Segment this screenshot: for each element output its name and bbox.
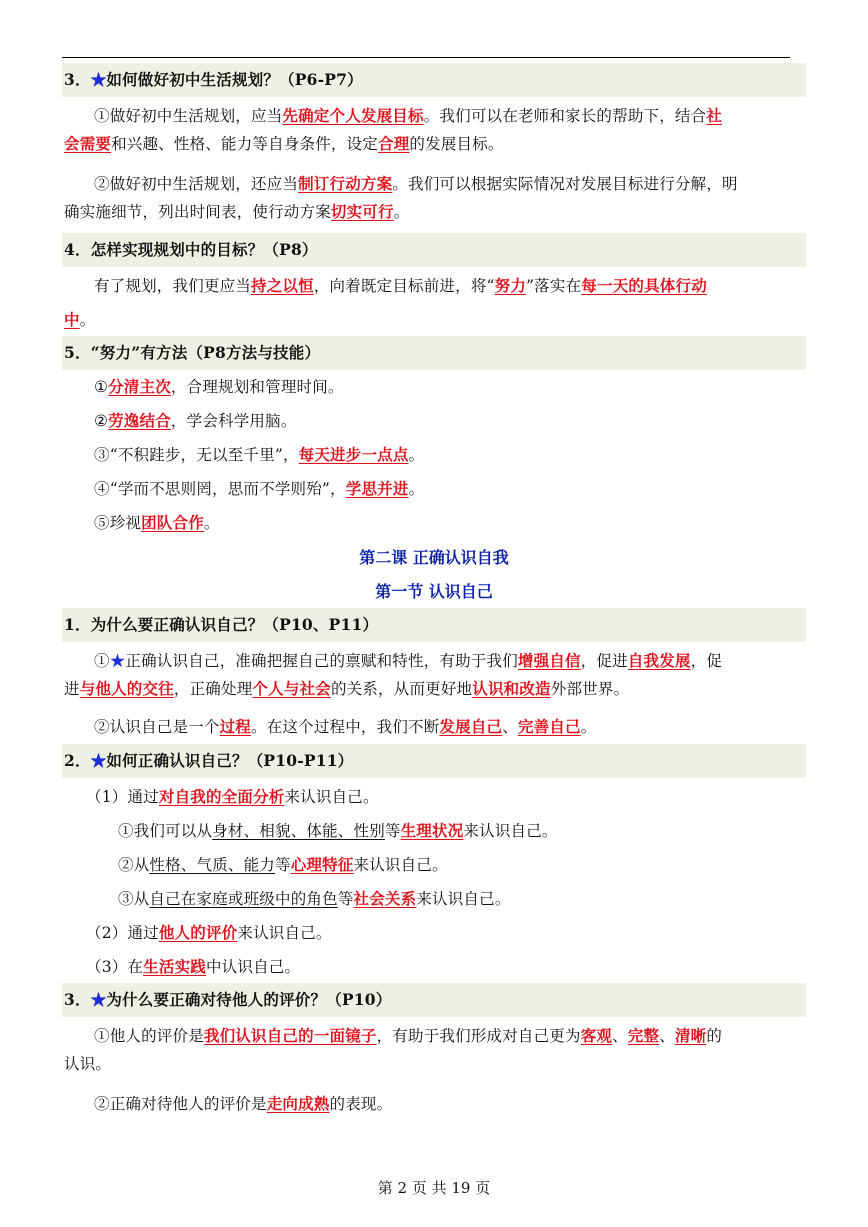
keyword: 会需要 [64,134,112,153]
keyword: 每天进步一点点 [298,445,409,464]
underlined-text: 身材、相貌、体能、性别 [212,822,385,840]
list-item: （1）通过对自我的全面分析来认识自己。 [86,787,379,806]
list-item: ⑤珍视团队合作。 [94,513,220,532]
list-item: （3）在生活实践中认识自己。 [86,957,301,976]
keyword: 制订行动方案 [298,174,393,193]
keyword: 分清主次 [108,377,171,396]
keyword: 发展自己 [439,717,503,736]
keyword: 客观 [580,1026,613,1045]
keyword: 生理状况 [400,821,464,840]
keyword: 清晰 [674,1026,707,1045]
keyword: 认识和改造 [472,679,551,698]
paragraph-line: 认识。 [64,1055,112,1073]
keyword: 走向成熟 [266,1094,330,1113]
list-item: ①分清主次，合理规划和管理时间。 [94,377,344,396]
paragraph-line: 确实施细节，列出时间表，使行动方案切实可行。 [64,202,410,221]
paragraph-line: 进与他人的交往，正确处理个人与社会的关系，从而更好地认识和改造外部世界。 [64,679,630,698]
keyword: 合理 [378,134,410,153]
keyword: 完善自己 [517,717,581,736]
paragraph-line: ①★正确认识自己，准确把握自己的禀赋和特性，有助于我们增强自信，促进自我发展，促 [94,651,723,670]
question-heading: 1．为什么要正确认识自己？（P10、P11） [64,615,379,634]
paragraph-line: 中。 [64,310,96,329]
keyword: 中 [64,310,80,329]
keyword: 持之以恒 [251,276,314,295]
keyword: 自我发展 [627,651,691,670]
keyword: 学思并进 [345,479,409,498]
star-icon: ★ [90,751,107,770]
list-item: ④“学而不思则罔，思而不学则殆”，学思并进。 [94,479,425,498]
list-item: ①我们可以从身材、相貌、体能、性别等生理状况来认识自己。 [118,821,558,840]
question-heading: 3．★如何做好初中生活规划？（P6-P7） [64,70,363,89]
paragraph-line: ②做好初中生活规划，还应当制订行动方案。我们可以根据实际情况对发展目标进行分解，明 [94,174,738,193]
keyword: 团队合作 [141,513,204,532]
keyword: 过程 [219,717,252,736]
star-icon: ★ [109,652,126,670]
list-item: ②劳逸结合，学会科学用脑。 [94,411,297,430]
list-item: （2）通过他人的评价来认识自己。 [86,923,332,942]
question-heading: 3．★为什么要正确对待他人的评价？（P10） [64,990,392,1009]
header-rule [62,57,790,58]
keyword: 努力 [494,276,527,295]
section-title: 第一节 认识自己 [375,582,493,601]
underlined-text: 性格、气质、能力 [149,856,276,874]
lesson-title: 第二课 正确认识自我 [359,548,509,567]
keyword: 个人与社会 [252,679,331,698]
keyword: 我们认识自己的一面镜子 [203,1026,377,1045]
list-item: ②从性格、气质、能力等心理特征来认识自己。 [118,855,448,874]
keyword: 增强自信 [517,651,581,670]
star-icon: ★ [90,70,107,89]
keyword: 完整 [627,1026,660,1045]
underlined-text: 自己在家庭或班级中的角色 [149,890,338,908]
paragraph-line: ②认识自己是一个过程。在这个过程中，我们不断发展自己、完善自己。 [94,717,597,736]
keyword: 心理特征 [290,855,354,874]
paragraph-line: ①他人的评价是我们认识自己的一面镜子，有助于我们形成对自己更为客观、完整、清晰的 [94,1026,723,1045]
question-heading: 4．怎样实现规划中的目标？（P8） [64,240,318,259]
keyword: 先确定个人发展目标 [282,106,424,125]
keyword: 劳逸结合 [108,411,171,430]
keyword: 与他人的交往 [79,679,174,698]
keyword: 社 [706,106,723,125]
list-item: ③从自己在家庭或班级中的角色等社会关系来认识自己。 [118,889,511,908]
paragraph-line: 会需要和兴趣、性格、能力等自身条件，设定合理的发展目标。 [64,134,504,153]
star-icon: ★ [90,990,107,1009]
keyword: 对自我的全面分析 [158,787,285,806]
paragraph-line: 有了规划，我们更应当持之以恒，向着既定目标前进，将“努力”落实在每一天的具体行动 [94,276,707,295]
paragraph-line: ①做好初中生活规划，应当先确定个人发展目标。我们可以在老师和家长的帮助下，结合社 [94,106,723,125]
keyword: 生活实践 [143,957,206,976]
keyword: 每一天的具体行动 [581,276,707,295]
list-item: ③“不积跬步，无以至千里”，每天进步一点点。 [94,445,425,464]
page-footer: 第 2 页 共 19 页 [377,1179,491,1197]
question-heading: 2．★如何正确认识自己？（P10-P11） [64,751,354,770]
question-heading: 5．“努力”有方法（P8方法与技能） [64,343,321,362]
paragraph-line: ②正确对待他人的评价是走向成熟的表现。 [94,1094,393,1113]
keyword: 切实可行 [330,202,394,221]
keyword: 他人的评价 [158,923,238,942]
keyword: 社会关系 [353,889,417,908]
